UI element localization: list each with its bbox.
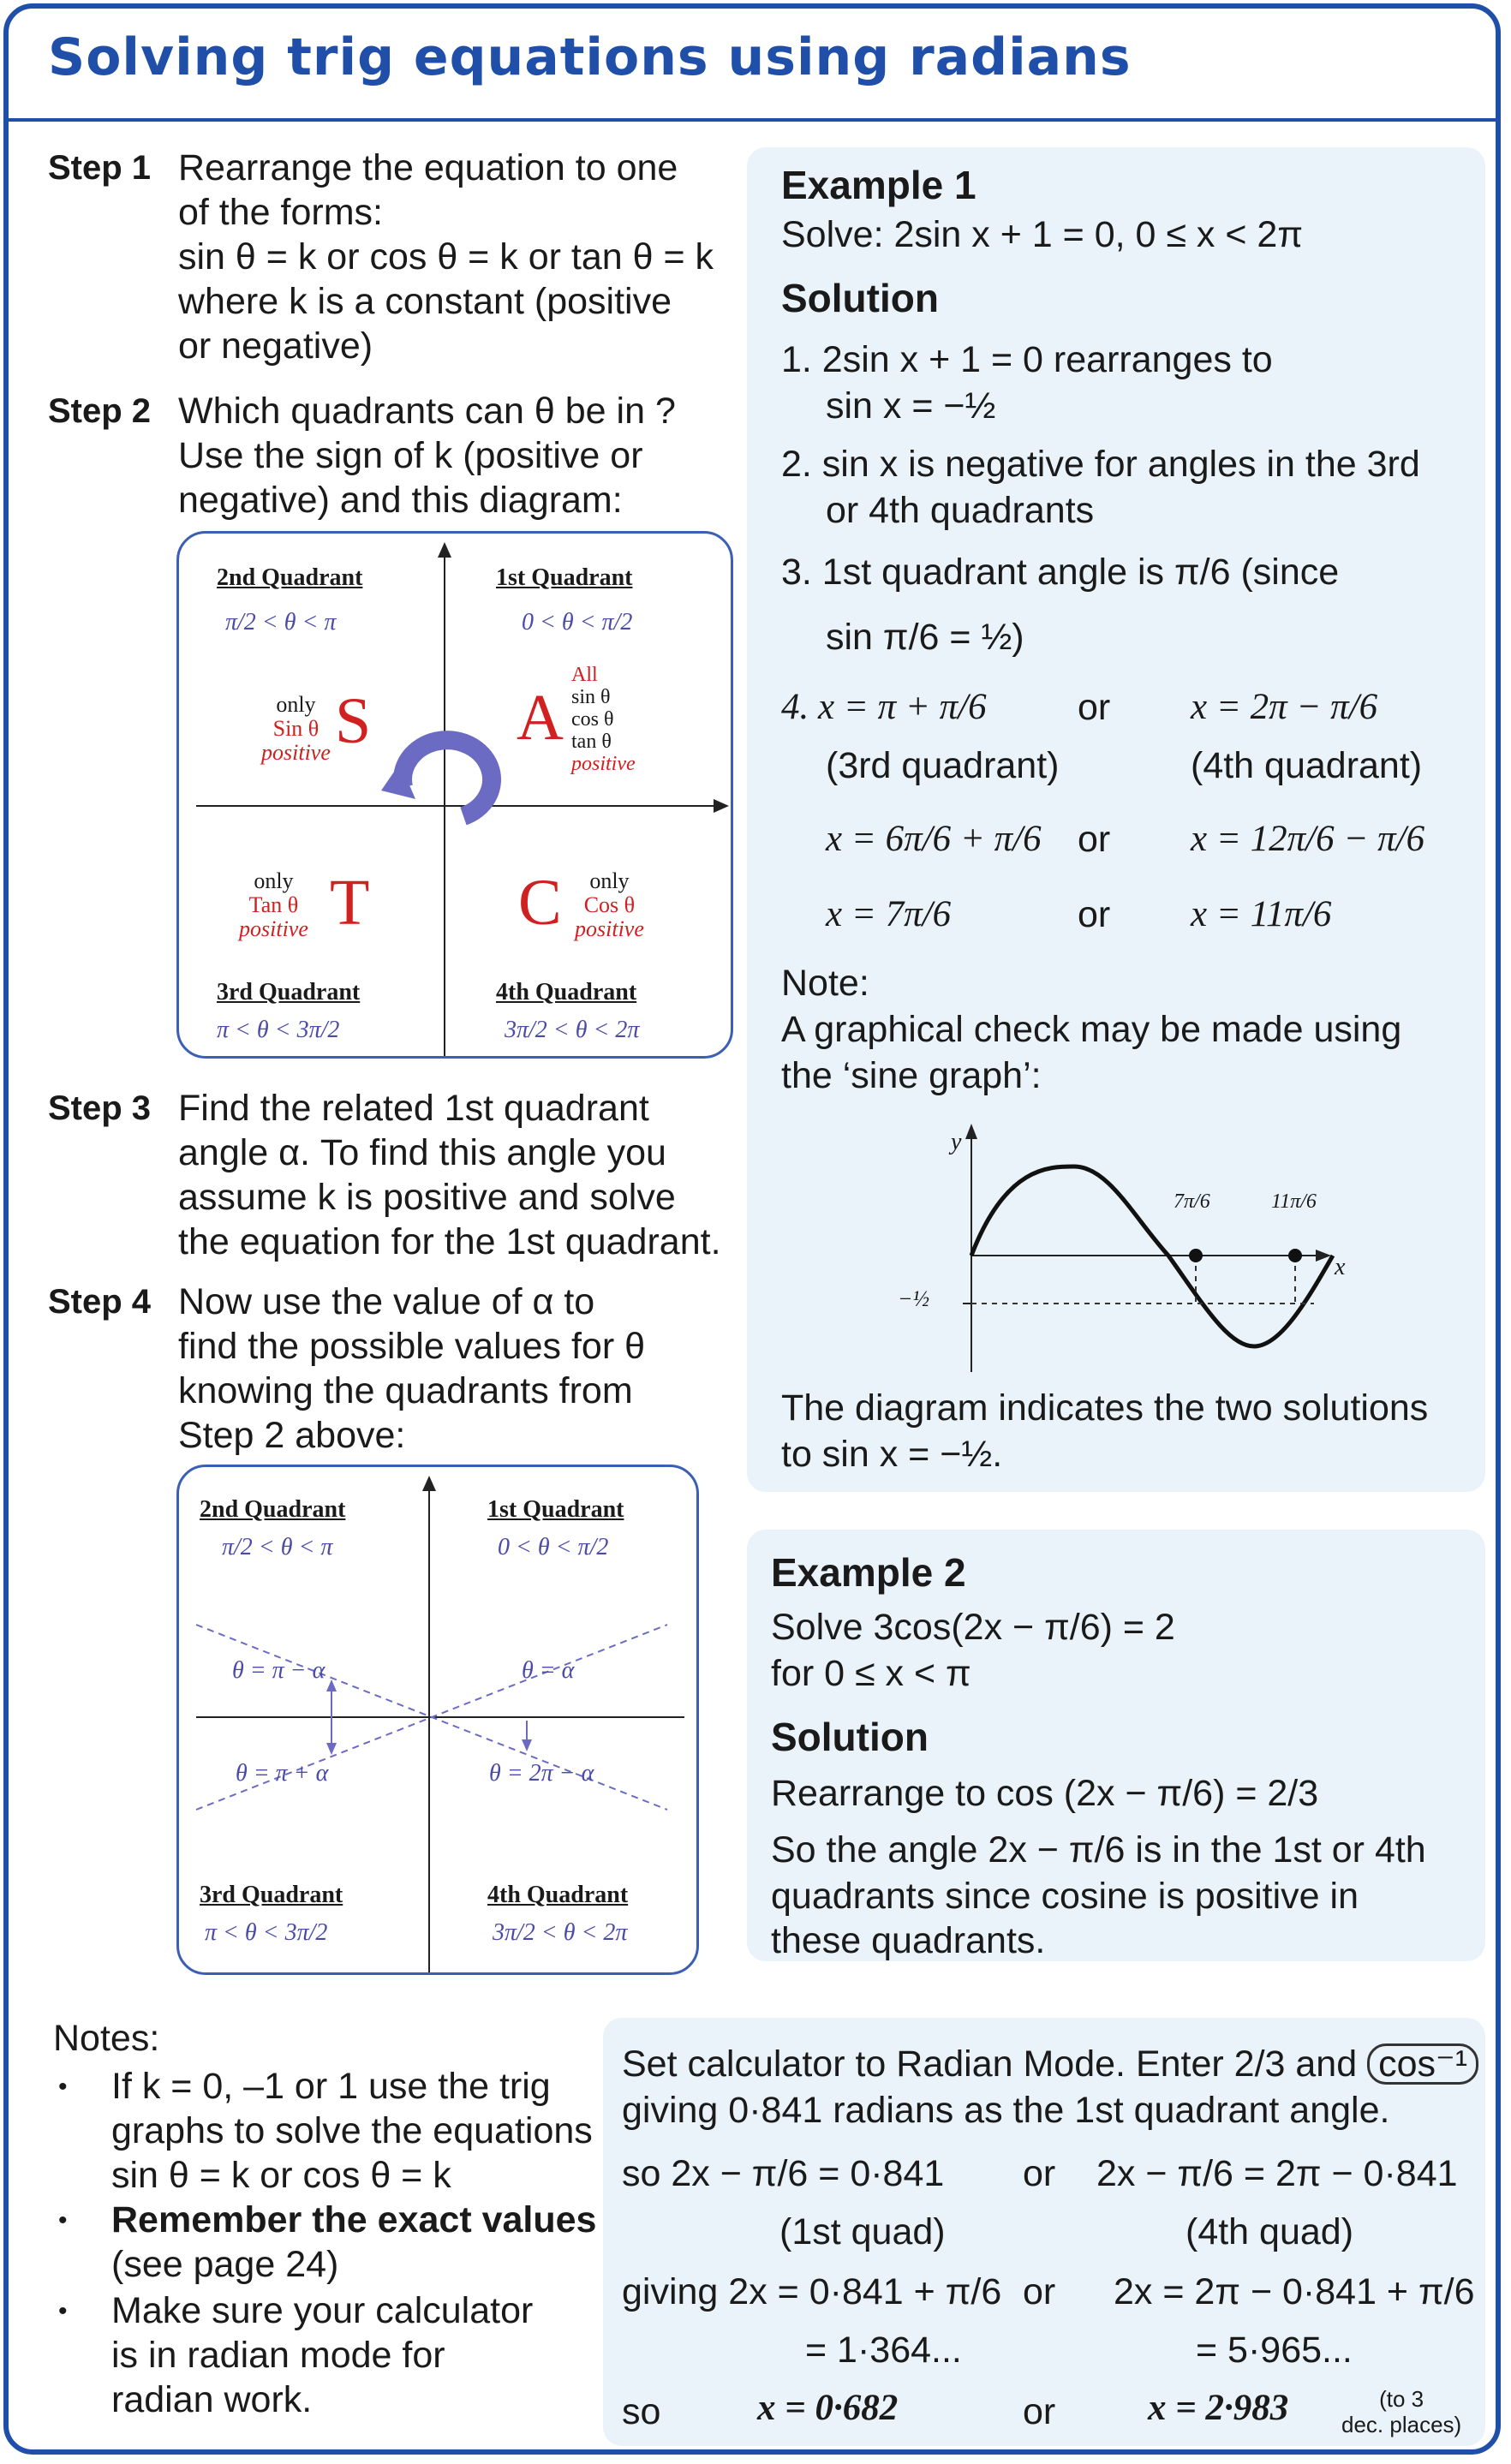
graph-y-label: y xyxy=(951,1129,962,1155)
step3-label: Step 3 xyxy=(48,1089,152,1127)
step1-line: or negative) xyxy=(178,325,373,367)
example1-heading: Example 1 xyxy=(781,163,976,207)
calc-line1 xyxy=(622,2042,1478,2086)
ex1-step5-left: x = 6π/6 + π/6 xyxy=(826,819,1042,859)
ex1-note-heading: Note: xyxy=(781,963,869,1004)
cast-a-line: All xyxy=(571,664,598,686)
example2-solution-heading: Solution xyxy=(771,1715,929,1759)
calc-or-1: or xyxy=(1023,2153,1056,2194)
step3-line: Find the related 1st quadrant xyxy=(178,1088,649,1129)
note-line: Remember the exact values xyxy=(111,2199,597,2240)
ex1-step3b: sin π/6 = ½) xyxy=(826,617,1024,658)
step4-line: knowing the quadrants from xyxy=(178,1370,633,1411)
calc-or-3: or xyxy=(1023,2391,1056,2432)
cast-s-line: Sin θ xyxy=(272,716,320,741)
example2-line2: So the angle 2x − π/6 is in the 1st or 4th xyxy=(771,1829,1426,1870)
alpha-diagram xyxy=(176,1465,699,1975)
note-2 xyxy=(111,2198,596,2287)
cast-c-text xyxy=(575,869,644,941)
ex1-step5-or: or xyxy=(1078,819,1111,860)
example2-heading: Example 2 xyxy=(771,1550,966,1595)
alpha-q4-label: 4th Quadrant xyxy=(487,1882,629,1908)
step3-line: the equation for the 1st quadrant. xyxy=(178,1221,721,1262)
calc-places-line: (to 3 xyxy=(1379,2386,1424,2412)
calc-value-left: = 1·364... xyxy=(805,2330,962,2371)
calc-q1-note: (1st quad) xyxy=(779,2211,946,2252)
step3-line: assume k is positive and solve xyxy=(178,1177,676,1218)
page-title: Solving trig equations using radians xyxy=(48,27,1132,87)
step1-text xyxy=(178,146,714,368)
note-bullet: • xyxy=(58,2073,68,2101)
step2-line: negative) and this diagram: xyxy=(178,480,623,521)
note-line: radian work. xyxy=(111,2379,313,2420)
cast-q2-range: π/2 < θ < π xyxy=(225,609,337,635)
note-line: If k = 0, –1 or 1 use the trig xyxy=(111,2066,551,2107)
example1-problem: Solve: 2sin x + 1 = 0, 0 ≤ x < 2π xyxy=(781,214,1304,255)
step1-line: of the forms: xyxy=(178,192,383,233)
alpha-q1-label: 1st Quadrant xyxy=(487,1496,624,1523)
note-bullet: • xyxy=(58,2206,68,2234)
step1-line: Rearrange the equation to one xyxy=(178,147,678,188)
step2-text xyxy=(178,389,676,522)
cast-a-line: sin θ xyxy=(571,686,611,708)
alpha-eq-q3: θ = π + α xyxy=(236,1760,329,1787)
step1-label: Step 1 xyxy=(48,149,152,187)
calc-so: so xyxy=(622,2391,661,2432)
cast-diagram xyxy=(176,531,733,1059)
ex1-step2a: 2. sin x is negative for angles in the 3rd xyxy=(781,444,1420,485)
calc-or-2: or xyxy=(1023,2271,1056,2312)
cast-letter-s: S xyxy=(335,685,372,757)
note-line: Make sure your calculator xyxy=(111,2290,534,2331)
cast-letter-t: T xyxy=(330,867,370,939)
example2-problem1: Solve 3cos(2x − π/6) = 2 xyxy=(771,1607,1175,1648)
ex1-note-line2: the ‘sine graph’: xyxy=(781,1055,1042,1096)
calc-value-right: = 5·965... xyxy=(1196,2330,1353,2371)
cast-letter-c: C xyxy=(518,867,562,939)
cast-t-line: Tan θ xyxy=(248,892,299,917)
graph-11pi6-label: 11π/6 xyxy=(1271,1190,1317,1213)
calc-places-line: dec. places) xyxy=(1341,2412,1462,2437)
title-bar xyxy=(9,9,1496,122)
note-3 xyxy=(111,2288,533,2422)
cast-s-line: positive xyxy=(261,740,331,765)
alpha-q3-label: 3rd Quadrant xyxy=(200,1882,343,1908)
step4-line: Now use the value of α to xyxy=(178,1281,595,1322)
step4-line: find the possible values for θ xyxy=(178,1326,645,1367)
ex1-step6-left: x = 7π/6 xyxy=(826,894,952,934)
notes-heading: Notes: xyxy=(53,2018,160,2059)
calc-giving-right: 2x = 2π − 0·841 + π/6 xyxy=(1114,2271,1475,2312)
ex1-q4-note: (4th quadrant) xyxy=(1191,745,1423,786)
alpha-eq-q1: θ = α xyxy=(522,1657,575,1684)
calc-answer-left: x = 0·682 xyxy=(757,2388,899,2428)
ex1-step4-right: x = 2π − π/6 xyxy=(1191,687,1378,727)
alpha-q4-range: 3π/2 < θ < 2π xyxy=(493,1919,628,1946)
example2-line4: these quadrants. xyxy=(771,1920,1046,1961)
cast-t-line: only xyxy=(254,868,294,893)
calc-places-note xyxy=(1341,2386,1461,2437)
step1-line: where k is a constant (positive xyxy=(178,281,672,322)
ex1-conclusion-2: to sin x = −½. xyxy=(781,1434,1003,1475)
alpha-q2-range: π/2 < θ < π xyxy=(222,1534,333,1560)
alpha-eq-q2: θ = π − α xyxy=(232,1657,325,1684)
cast-a-text xyxy=(571,664,636,775)
graph-x-label: x xyxy=(1335,1254,1346,1280)
alpha-eq-q4: θ = 2π − α xyxy=(489,1760,594,1787)
alpha-q3-range: π < θ < 3π/2 xyxy=(205,1919,328,1946)
example2-rearrange: Rearrange to cos (2x − π/6) = 2/3 xyxy=(771,1773,1319,1814)
cast-q4-label: 4th Quadrant xyxy=(496,979,637,1005)
step3-text xyxy=(178,1086,721,1264)
cast-q3-range: π < θ < 3π/2 xyxy=(217,1017,340,1043)
ex1-step4-or: or xyxy=(1078,687,1111,728)
step4-line: Step 2 above: xyxy=(178,1415,406,1456)
cast-q1-range: 0 < θ < π/2 xyxy=(522,609,633,635)
calc-so-right: 2x − π/6 = 2π − 0·841 xyxy=(1096,2153,1458,2194)
cast-t-line: positive xyxy=(239,916,308,941)
cast-q1-label: 1st Quadrant xyxy=(496,564,633,591)
cast-s-line: only xyxy=(276,692,316,717)
ex1-step5-right: x = 12π/6 − π/6 xyxy=(1191,819,1425,859)
cast-s-text xyxy=(261,693,331,765)
step3-line: angle α. To find this angle you xyxy=(178,1132,666,1173)
ex1-step1b: sin x = −½ xyxy=(826,385,996,427)
ex1-step3a: 3. 1st quadrant angle is π/6 (since xyxy=(781,552,1340,593)
example1-box xyxy=(747,147,1485,1492)
example1-solution-heading: Solution xyxy=(781,276,939,320)
ex1-step6-or: or xyxy=(1078,894,1111,935)
cast-c-line: Cos θ xyxy=(583,892,636,917)
sine-graph xyxy=(877,1115,1357,1381)
calc-answer-right: x = 2·983 xyxy=(1148,2388,1289,2428)
step4-text xyxy=(178,1280,645,1458)
ex1-step4-left: 4. x = π + π/6 xyxy=(781,687,987,727)
ex1-q3-note: (3rd quadrant) xyxy=(826,745,1060,786)
note-1 xyxy=(111,2064,593,2198)
note-bullet: • xyxy=(58,2297,68,2325)
cast-q4-range: 3π/2 < θ < 2π xyxy=(505,1017,640,1043)
calc-so-left: so 2x − π/6 = 0·841 xyxy=(622,2153,945,2194)
page-frame xyxy=(3,3,1501,2455)
ex1-conclusion-1: The diagram indicates the two solutions xyxy=(781,1387,1429,1429)
cast-a-line: cos θ xyxy=(571,708,614,731)
note-line: is in radian mode for xyxy=(111,2335,445,2376)
step2-label: Step 2 xyxy=(48,392,152,430)
calc-giving-left: giving 2x = 0·841 + π/6 xyxy=(622,2271,1002,2312)
graph-neg-half-label: −½ xyxy=(898,1286,930,1311)
step4-label: Step 4 xyxy=(48,1283,152,1321)
step1-line: sin θ = k or cos θ = k or tan θ = k xyxy=(178,236,714,277)
cast-q2-label: 2nd Quadrant xyxy=(217,564,363,591)
cast-a-line: tan θ xyxy=(571,731,612,753)
alpha-q1-range: 0 < θ < π/2 xyxy=(498,1534,609,1560)
cast-t-text xyxy=(239,869,308,941)
calc-q4-note: (4th quad) xyxy=(1186,2211,1354,2252)
calculator-box xyxy=(603,2018,1485,2446)
note-line: sin θ = k or cos θ = k xyxy=(111,2155,451,2196)
graph-7pi6-label: 7π/6 xyxy=(1174,1190,1210,1213)
note-line: (see page 24) xyxy=(111,2244,339,2285)
ex1-step2b: or 4th quadrants xyxy=(826,490,1095,531)
cast-letter-a: A xyxy=(517,682,564,754)
cast-q3-label: 3rd Quadrant xyxy=(217,979,361,1005)
step2-line: Which quadrants can θ be in ? xyxy=(178,391,676,432)
ex1-step6-right: x = 11π/6 xyxy=(1191,894,1332,934)
example2-line3: quadrants since cosine is positive in xyxy=(771,1876,1359,1917)
calc-line1-text: Set calculator to Radian Mode. Enter 2/3 and xyxy=(622,2043,1358,2085)
alpha-q2-label: 2nd Quadrant xyxy=(200,1496,346,1523)
cast-c-line: only xyxy=(589,868,630,893)
ex1-note-line1: A graphical check may be made using xyxy=(781,1009,1402,1050)
ex1-step1a: 1. 2sin x + 1 = 0 rearranges to xyxy=(781,339,1273,380)
step2-line: Use the sign of k (positive or xyxy=(178,435,643,476)
cast-a-line: positive xyxy=(571,753,636,775)
note-line: graphs to solve the equations xyxy=(111,2110,593,2151)
example2-problem2: for 0 ≤ x < π xyxy=(771,1653,971,1694)
cos-inverse-key: cos⁻¹ xyxy=(1367,2043,1478,2085)
cast-c-line: positive xyxy=(575,916,644,941)
example2-box xyxy=(747,1530,1485,1961)
calc-line2: giving 0·841 radians as the 1st quadrant angle. xyxy=(622,2090,1390,2131)
